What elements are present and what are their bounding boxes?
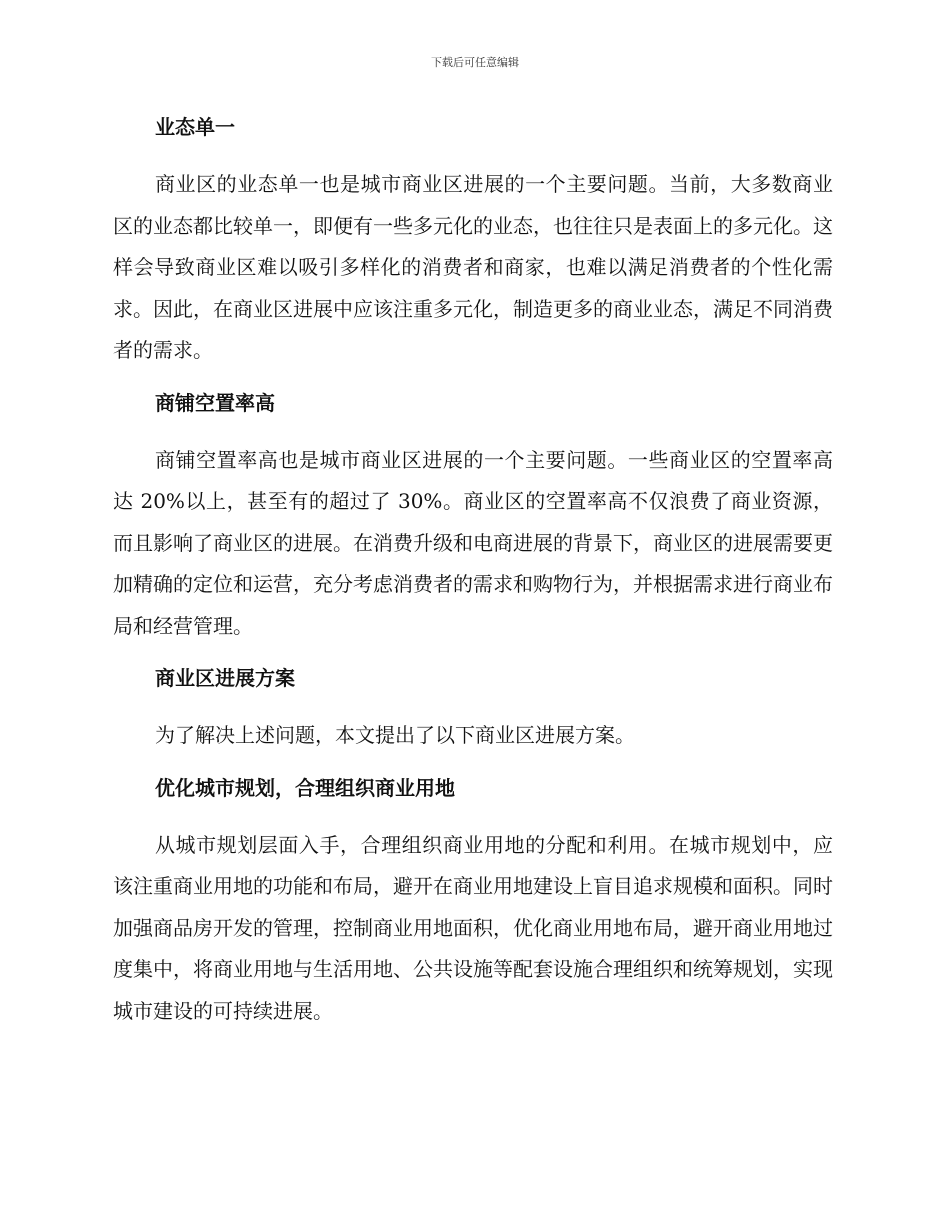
spacer <box>113 647 833 661</box>
paragraph-urban-planning: 从城市规划层面入手，合理组织商业用地的分配和利用。在城市规划中，应该注重商业用地的功能和布局，避开在商业用地建设上盲目追求规模和面积。同时加强商品房开发的管理，控制商业用地面积，优化商业用地布局，避开商业用地过度集中，将商业用地与生活用地、公共设施等配套设施合理组织和统筹规划，实现城市建设的可持续进展。 <box>113 832 833 1023</box>
spacer <box>113 805 833 825</box>
section-heading-development-plan: 商业区进展方案 <box>155 666 295 690</box>
paragraph-vacancy-rate: 商铺空置率高也是城市商业区进展的一个主要问题。一些商业区的空置率高达 20%以上，甚至有的超过了 30%。商业区的空置率高不仅浪费了商业资源，而且影响了商业区的进展。在消费升级和电商进展的背景下，商业区的进展需要更加精确的定位和运营，充分考虑消费者的需求和购物行为，并根据需求进行商业布局和经营管理。 <box>113 447 833 638</box>
paragraph-development-plan: 为了解决上述问题，本文提出了以下商业区进展方案。 <box>155 723 635 747</box>
spacer <box>113 420 833 440</box>
spacer <box>113 695 833 715</box>
spacer <box>113 757 833 771</box>
spacer <box>113 144 833 164</box>
section-heading-vacancy-rate: 商铺空置率高 <box>155 390 275 415</box>
section-heading-single-format: 业态单一 <box>155 115 235 139</box>
spacer <box>113 372 833 386</box>
document-body <box>113 110 833 1032</box>
paragraph-single-format: 商业区的业态单一也是城市商业区进展的一个主要问题。当前，大多数商业区的业态都比较单一，即便有一些多元化的业态，也往往只是表面上的多元化。这样会导致商业区难以吸引多样化的消费者和商家，也难以满足消费者的个性化需求。因此，在商业区进展中应该注重多元化，制造更多的商业业态，满足不同消费者的需求。 <box>113 172 833 362</box>
section-heading-urban-planning: 优化城市规划，合理组织商业用地 <box>155 775 455 800</box>
page-header-note: 下载后可任意编辑 <box>431 56 519 69</box>
